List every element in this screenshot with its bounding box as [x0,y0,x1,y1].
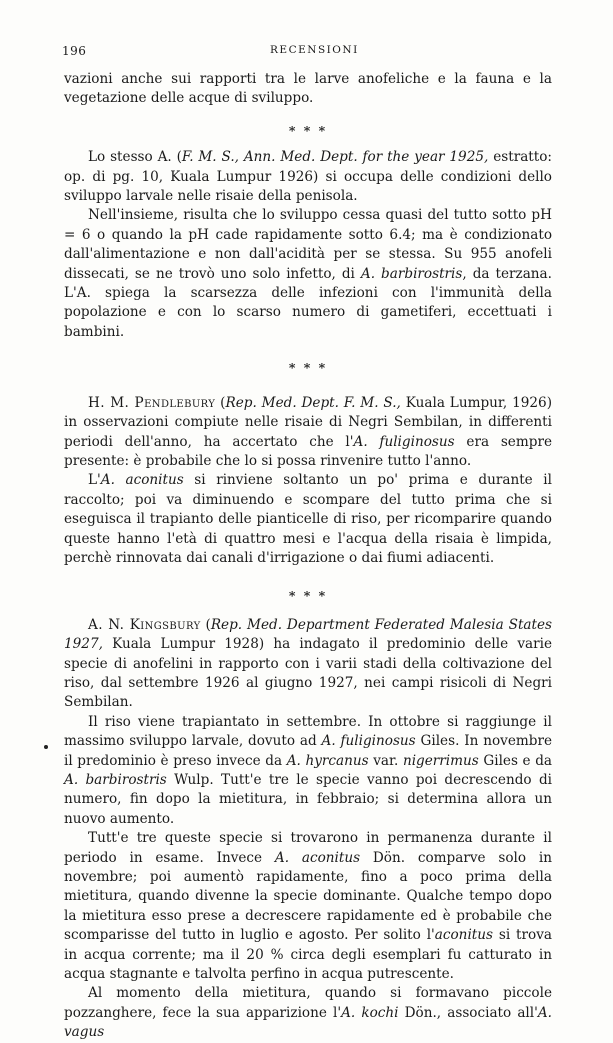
species-name: A. aconitus [274,849,361,866]
review-1-citation: F. M. S., Ann. Med. Dept. for the year 1925, [181,149,489,166]
review-3-paragraph-2: Il riso viene trapiantato in settembre. In ottobre si raggiunge il massimo sviluppo larvale, dovuto ad A. fuliginosus Giles. In novembre il predominio è preso invece da A. hyrcanus var. nigerrimus Giles e da A. barbirostris Wulp. Tutt'e tre le specie vanno poi decrescendo di numero, fin dopo la mietitura, in febbraio; si determina allora un nuovo aumento. [64,713,552,827]
running-title: RECENSIONI [270,44,359,56]
review-3-author: A. N. Kingsbury [88,616,201,633]
review-2-paragraph-2: L'A. aconitus si rinviene soltanto un po' prima e durante il raccolto; poi va diminuendo e scompare del tutto prima che si eseguisca il trapianto delle pianticelle di riso, per ricomparire quando queste hanno l'età di quattro mesi e l'acqua della risaia è limpida, perchè rinnovata dai canali d'irrigazione o dai fiumi adiacenti. [64,472,552,566]
review-2-citation: Rep. Med. Dept. F. M. S., [225,394,401,411]
page-body [64,70,552,1043]
page-number: 196 [62,44,87,58]
review-3-paragraph-4: Al momento della mietitura, quando si formavano piccole pozzanghere, fece la sua apparizione l'A. kochi Dön., associato all'A. vagus [64,985,552,1041]
section-separator: * * * [288,588,328,604]
review-3-paragraph-3: Tutt'e tre queste specie si trovarono in permanenza durante il periodo in esame. Invece A. aconitus Dön. comparve solo in novembre; poi aumentò rapidamente, fino a poco prima della mietitura, quando divenne la specie dominante. Qualche tempo dopo la mietitura esso prese a decrescere rapidamente ed è probabile che scomparisse del tutto in luglio e agosto. Per solito l'aconitus si trova in acqua corrente; ma il 20 % circa degli esemplari fu catturato in acqua stagnante e talvolta perfino in acqua putrescente. [64,830,552,983]
margin-mark [44,745,48,749]
species-name: A. vagus [64,1004,552,1041]
section-separator: * * * [288,122,328,138]
review-1-paragraph-2: Nell'insieme, risulta che lo sviluppo cessa quasi del tutto sotto pH = 6 o quando la pH cade rapidamente sotto 6.4; ma è condizionato dall'alimentazione e non dall'acidità per se stessa. Su 955 anofeli dissecati, se ne trovò uno solo infetto, di A. barbirostris, da terzana. L'A. spiega la scarsezza delle infezioni con l'immunità della popolazione e con lo scarso numero di gametiferi, eccettuati i bambini. [64,207,552,340]
species-name: A. kochi [341,1004,399,1021]
review-3-citation: Rep. Med. Department Federated Malesia States 1927, [64,616,552,653]
species-name: A. hyrcanus [286,752,369,769]
species-name: A. aconitus [100,472,184,489]
review-1-paragraph-1: Lo stesso A. (F. M. S., Ann. Med. Dept. for the year 1925, estratto: op. di pg. 10, Kuala Lumpur 1926) si occupa delle condizioni dello sviluppo larvale nelle risaie della penisola. [64,149,552,205]
section-separator: * * * [288,360,328,376]
review-2-author: H. M. Pendlebury [88,394,216,411]
species-name: A. fuliginosus [321,733,416,750]
species-name: A. fuliginosus [353,433,455,450]
paragraph-continuation: vazioni anche sui rapporti tra le larve anofeliche e la fauna e la vegetazione delle acque di sviluppo. [64,71,552,107]
species-name: aconitus [434,927,493,944]
species-name: nigerrimus [402,752,479,769]
review-3-paragraph-1: A. N. Kingsbury (Rep. Med. Department Federated Malesia States 1927, Kuala Lumpur 1928) ha indagato il predominio delle varie specie di anofelini in rapporto con i varii stadi della coltivazione del riso, dal settembre 1926 al giugno 1927, nei campi risicoli di Negri Sembilan. [64,616,552,711]
species-name: A. barbirostris [64,772,167,788]
species-name: A. barbirostris [360,265,463,282]
review-1-author: Lo stesso A. [88,149,172,166]
review-2-paragraph-1: H. M. Pendlebury (Rep. Med. Dept. F. M. S., Kuala Lumpur, 1926) in osservazioni compiute nelle risaie di Negri Sembilan, in differenti periodi dell'anno, ha accertato che l'A. fuliginosus era sempre presente: è probabile che lo si possa rinvenire tutto l'anno. [64,394,553,469]
